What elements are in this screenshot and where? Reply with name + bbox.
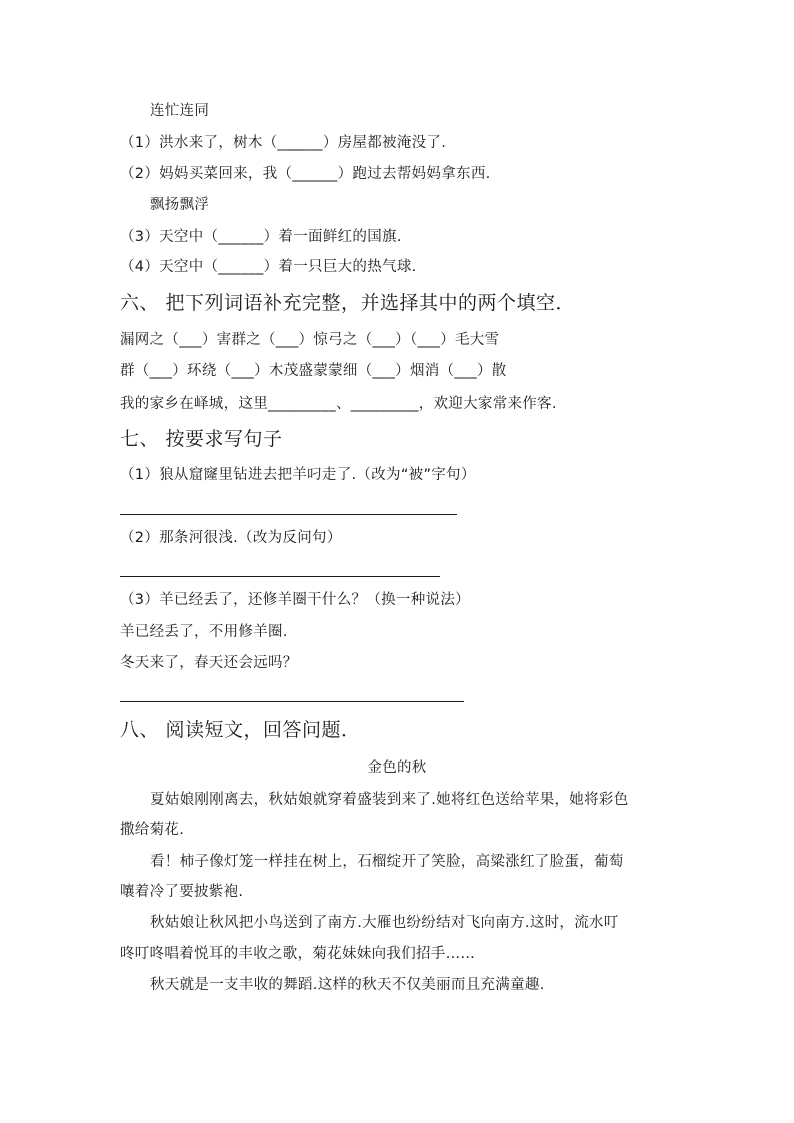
part5-question-3: （3）天空中（______）着一面鲜红的国旗. — [120, 229, 402, 245]
passage-p1-line1: 夏姑娘刚刚离去，秋姑娘就穿着盛装到来了.她将红色送给苹果，她将彩色 — [150, 792, 629, 808]
part7-question-3: （3）羊已经丢了，还修羊圈干什么？（换一种说法） — [120, 592, 470, 608]
passage-p1-line2: 撒给菊花. — [120, 822, 185, 838]
answer-line-3 — [120, 701, 464, 702]
passage-p3-line1: 秋姑娘让秋风把小鸟送到了南方.大雁也纷纷结对飞向南方.这时，流水叮 — [150, 915, 619, 931]
example-sentence-2: 冬天来了，春天还会远吗？ — [120, 655, 298, 671]
passage-p2-line2: 嚷着冷了要披紫袍. — [120, 884, 244, 900]
section-8-heading: 八、 阅读短文，回答问题． — [120, 719, 361, 741]
part5-question-4: （4）天空中（______）着一只巨大的热气球. — [120, 259, 417, 275]
fill-sentence: 我的家乡在峄城，这里_________、_________，欢迎大家常来作客. — [120, 396, 557, 412]
passage-title: 金色的秋 — [367, 760, 427, 776]
passage-p2-line1: 看！柿子像灯笼一样挂在树上，石榴绽开了笑脸，高粱涨红了脸蛋，葡萄 — [150, 854, 624, 870]
passage-p3-line2: 咚叮咚唱着悦耳的丰收之歌，菊花妹妹向我们招手…… — [120, 946, 476, 962]
answer-line-1 — [120, 514, 457, 515]
answer-line-2 — [120, 576, 440, 577]
section-6-heading: 六、 把下列词语补充完整，并选择其中的两个填空． — [120, 292, 576, 314]
part5-question-2: （2）妈妈买菜回来，我（______）跑过去帮妈妈拿东西. — [120, 166, 491, 182]
part7-question-1: （1）狼从窟窿里钻进去把羊叼走了.（改为“被”字句） — [120, 467, 476, 483]
idiom-row-2: 群（___）环绕（___）木茂盛蒙蒙细（___）烟消（___）散 — [120, 363, 507, 379]
word-group-2: 飘扬飘浮 — [150, 197, 210, 213]
part7-question-2: （2）那条河很浅.（改为反问句） — [120, 530, 342, 546]
passage-p4-line1: 秋天就是一支丰收的舞蹈.这样的秋天不仅美丽而且充满童趣. — [150, 977, 545, 993]
word-group-1: 连忙连同 — [150, 103, 210, 119]
idiom-row-1: 漏网之（___）害群之（___）惊弓之（___）（___）毛大雪 — [120, 332, 500, 348]
part5-question-1: （1）洪水来了，树木（______）房屋都被淹没了. — [120, 135, 447, 151]
example-sentence-1: 羊已经丢了，不用修羊圈. — [120, 624, 288, 640]
section-7-heading: 七、 按要求写句子 — [120, 428, 283, 450]
